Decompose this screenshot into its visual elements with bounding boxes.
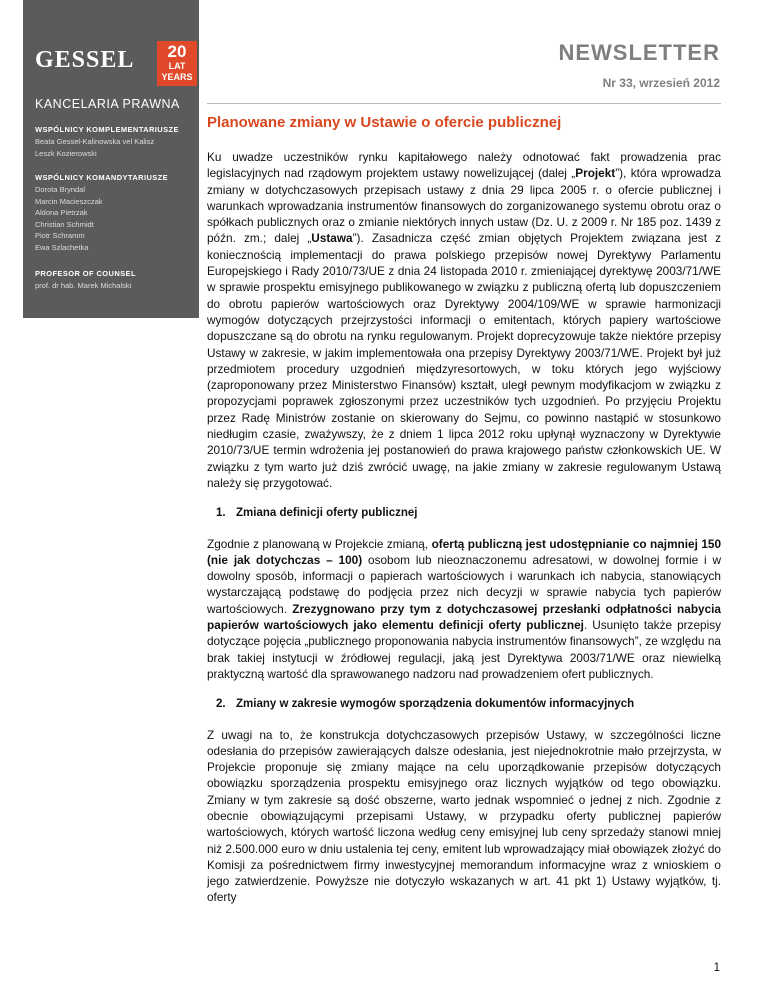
person-name: Dorota Bryndal	[35, 185, 86, 194]
text-run: Zgodnie z planowaną w Projekcie zmianą,	[207, 536, 432, 551]
section-heading-1	[207, 505, 721, 521]
person-name: Christian Schmidt	[35, 219, 94, 229]
text-run: ”). Zasadnicza część zmian objętych Projektem związana jest z koniecznością implementacji do prawa polskiego przepisów nowej Dyrektywy Parlamentu Europejskiego i Rady 2010/73/UE z dnia 24 listopada 2010 r. zmieniającej dyrektywę 2003/71/WE w sprawie prospektu emisyjnego publikowanego w związku z publiczną ofertą lub dopuszczeniem do obrotu papierów wartościowych oraz Dyrektywy 2004/109/WE w sprawie harmonizacji wymogów dotyczących przejrzystości informacji o emitentach, których papiery wartościowe dopuszczane są do obrotu na rynku regulowanym. Projekt doprecyzowuje także niektóre przepisy Ustawy w zakresie, w jakim implementowała ona przepisy Dyrektywy 2003/71/WE. Projekt był już przedmiotem procedury uzgodnień międzyresortowych, w toku których jego wyjściowy (zaproponowany przez Ministerstwo Finansów) kształt, uległ pewnym modyfikacjom w związku z propozycjami poprawek zgłoszonymi przez uczestników tych uzgodnień. Po przyjęciu Projektu przez Radę Ministrów zostanie on skierowany do Sejmu, co powinno nastąpić w stosunkowo niedługim czasie, zważywszy, że z dniem 1 lipca 2012 roku upłynął wyznaczony w Dyrektywie 2010/73/UE termin wdrożenia jej postanowień do prawa krajowego państw członkowskich UE. W związku z tym warto już dziś zwrócić uwagę, na jakie zmiany w zakresie regulowanym Ustawą należy się przygotować.	[207, 231, 721, 490]
text-run: Ku uwadze uczestników rynku kapitałowego należy odnotować fakt prowadzenia prac legislacyjnych nad rządowym projektem ustawy nowelizującej (dalej „	[207, 150, 721, 181]
section2-paragraph: Z uwagi na to, że konstrukcja dotychczasowych przepisów Ustawy, w szczególności liczne odesłania do przepisów zawierających dalsze odesłania, jest niejednokrotnie mało przejrzysta, w Projekcie proponuje się zmiany mające na celu uporządkowanie przepisów dotyczących obowiązku sporządzenia prospektu emisyjnego oraz licznych wyjątków od tego obowiązku. Zmiany w tym zakresie są dość obszerne, warto jednak wspomnieć o jednej z nich. Zgodnie z obecnie obowiązującymi przepisami Ustawy, w przypadku oferty publicznej papierów wartościowych, których wartość liczona według ceny emisyjnej lub ceny sprzedaży stanowi mniej niż 2.500.000 euro w dniu ustalenia tej ceny, emitent lub wprowadzający miał obowiązek złożyć do Komisji za pośrednictwem firmy inwestycyjnej memorandum informacyjne wraz z wnioskiem o jego zatwierdzenie. Powyższe nie dotyczyło wskazanych w art. 41 pkt 1) Ustawy wyjątków, tj. oferty	[207, 727, 721, 905]
person-name: Marcin Macieszczak	[35, 196, 103, 206]
article-title: Planowane zmiany w Ustawie o ofercie publicznej	[207, 114, 562, 131]
section-heading-2	[207, 696, 721, 712]
badge-number: 20	[167, 42, 187, 61]
newsletter-issue: Nr 33, wrzesień 2012	[602, 76, 720, 90]
person-name: Beata Gessel-Kalinowska vel Kalisz	[35, 137, 155, 146]
text-run: . Usunięto także przepisy dotyczące pojęcia „publicznego proponowania nabycia instrumentów finansowych”, ze względu na brak takiej instytucji w źródłowej regulacji, jaką jest Dyrektywa 2003/71/WE oraz niewielką praktyczną wartość dla sprawowanego nadzoru nad prowadzeniem ofert publicznych.	[207, 618, 721, 681]
firm-type: KANCELARIA PRAWNA	[35, 97, 180, 111]
article-body	[207, 149, 721, 906]
bold-term: ofertą publiczną jest udostępnianie co najmniej 150 (nie jak dotychczas – 100)	[207, 536, 722, 567]
section1-paragraph	[207, 536, 721, 683]
page-number: 1	[713, 962, 720, 974]
header-divider	[207, 103, 721, 104]
group-heading: WSPÓLNICY KOMPLEMENTARIUSZE	[35, 125, 179, 134]
partners-general-group	[35, 125, 195, 159]
logo	[23, 33, 199, 91]
group-heading: PROFESOR OF COUNSEL	[35, 269, 136, 278]
section-number: 1.	[216, 507, 226, 520]
section-number: 2.	[216, 698, 226, 711]
partners-limited-group	[35, 173, 195, 253]
newsletter-title: NEWSLETTER	[558, 40, 720, 65]
anniversary-badge	[157, 41, 197, 86]
group-heading: WSPÓLNICY KOMANDYTARIUSZE	[35, 173, 169, 182]
person-name: Ewa Szlachetka	[35, 242, 89, 252]
text-run: osobom lub nieoznaczonemu adresatowi, w dowolnej formie i w dowolny sposób, informacji o papierach wartościowych i warunkach ich nabycia, stanowiących wystarczającą podstawę do podjęcia przez nich decyzji w sprawie nabycia tych papierów wartościowych.	[207, 552, 721, 616]
text-run: ”), która wprowadza zmiany w dotychczasowych przepisach ustawy z dnia 29 lipca 2005 r. o ofercie publicznej i warunkach wprowadzania instrumentów finansowych do zorganizowanego systemu obrotu oraz o spółkach publicznych oraz o zmianie niektórych innych ustaw (Dz. U. z 2009 r. Nr 185 poz. 1439 z późn. zm.; dalej „	[207, 166, 721, 246]
section-title: Zmiana definicji oferty publicznej	[236, 507, 418, 520]
logo-text: GESSEL	[35, 47, 135, 73]
badge-line1: LAT	[168, 61, 186, 71]
badge-line2: YEARS	[161, 72, 193, 82]
bold-term: Zrezygnowano przy tym z dotychczasowej przesłanki odpłatności nabycia papierów wartościowych jako elementu definicji oferty publicznej	[207, 601, 721, 633]
bold-term: Ustawa	[311, 231, 353, 246]
intro-paragraph	[207, 149, 721, 491]
person-name: Leszk Kozierowski	[35, 148, 97, 158]
bold-term: Projekt	[575, 166, 616, 181]
person-name: Piotr Schramm	[35, 231, 85, 240]
section-title: Zmiany w zakresie wymogów sporządzenia dokumentów informacyjnych	[236, 698, 635, 711]
sidebar	[23, 0, 199, 318]
person-name: prof. dr hab. Marek Michalski	[35, 281, 132, 290]
of-counsel-group	[35, 269, 195, 292]
person-name: Aldona Pietrzak	[35, 208, 88, 217]
